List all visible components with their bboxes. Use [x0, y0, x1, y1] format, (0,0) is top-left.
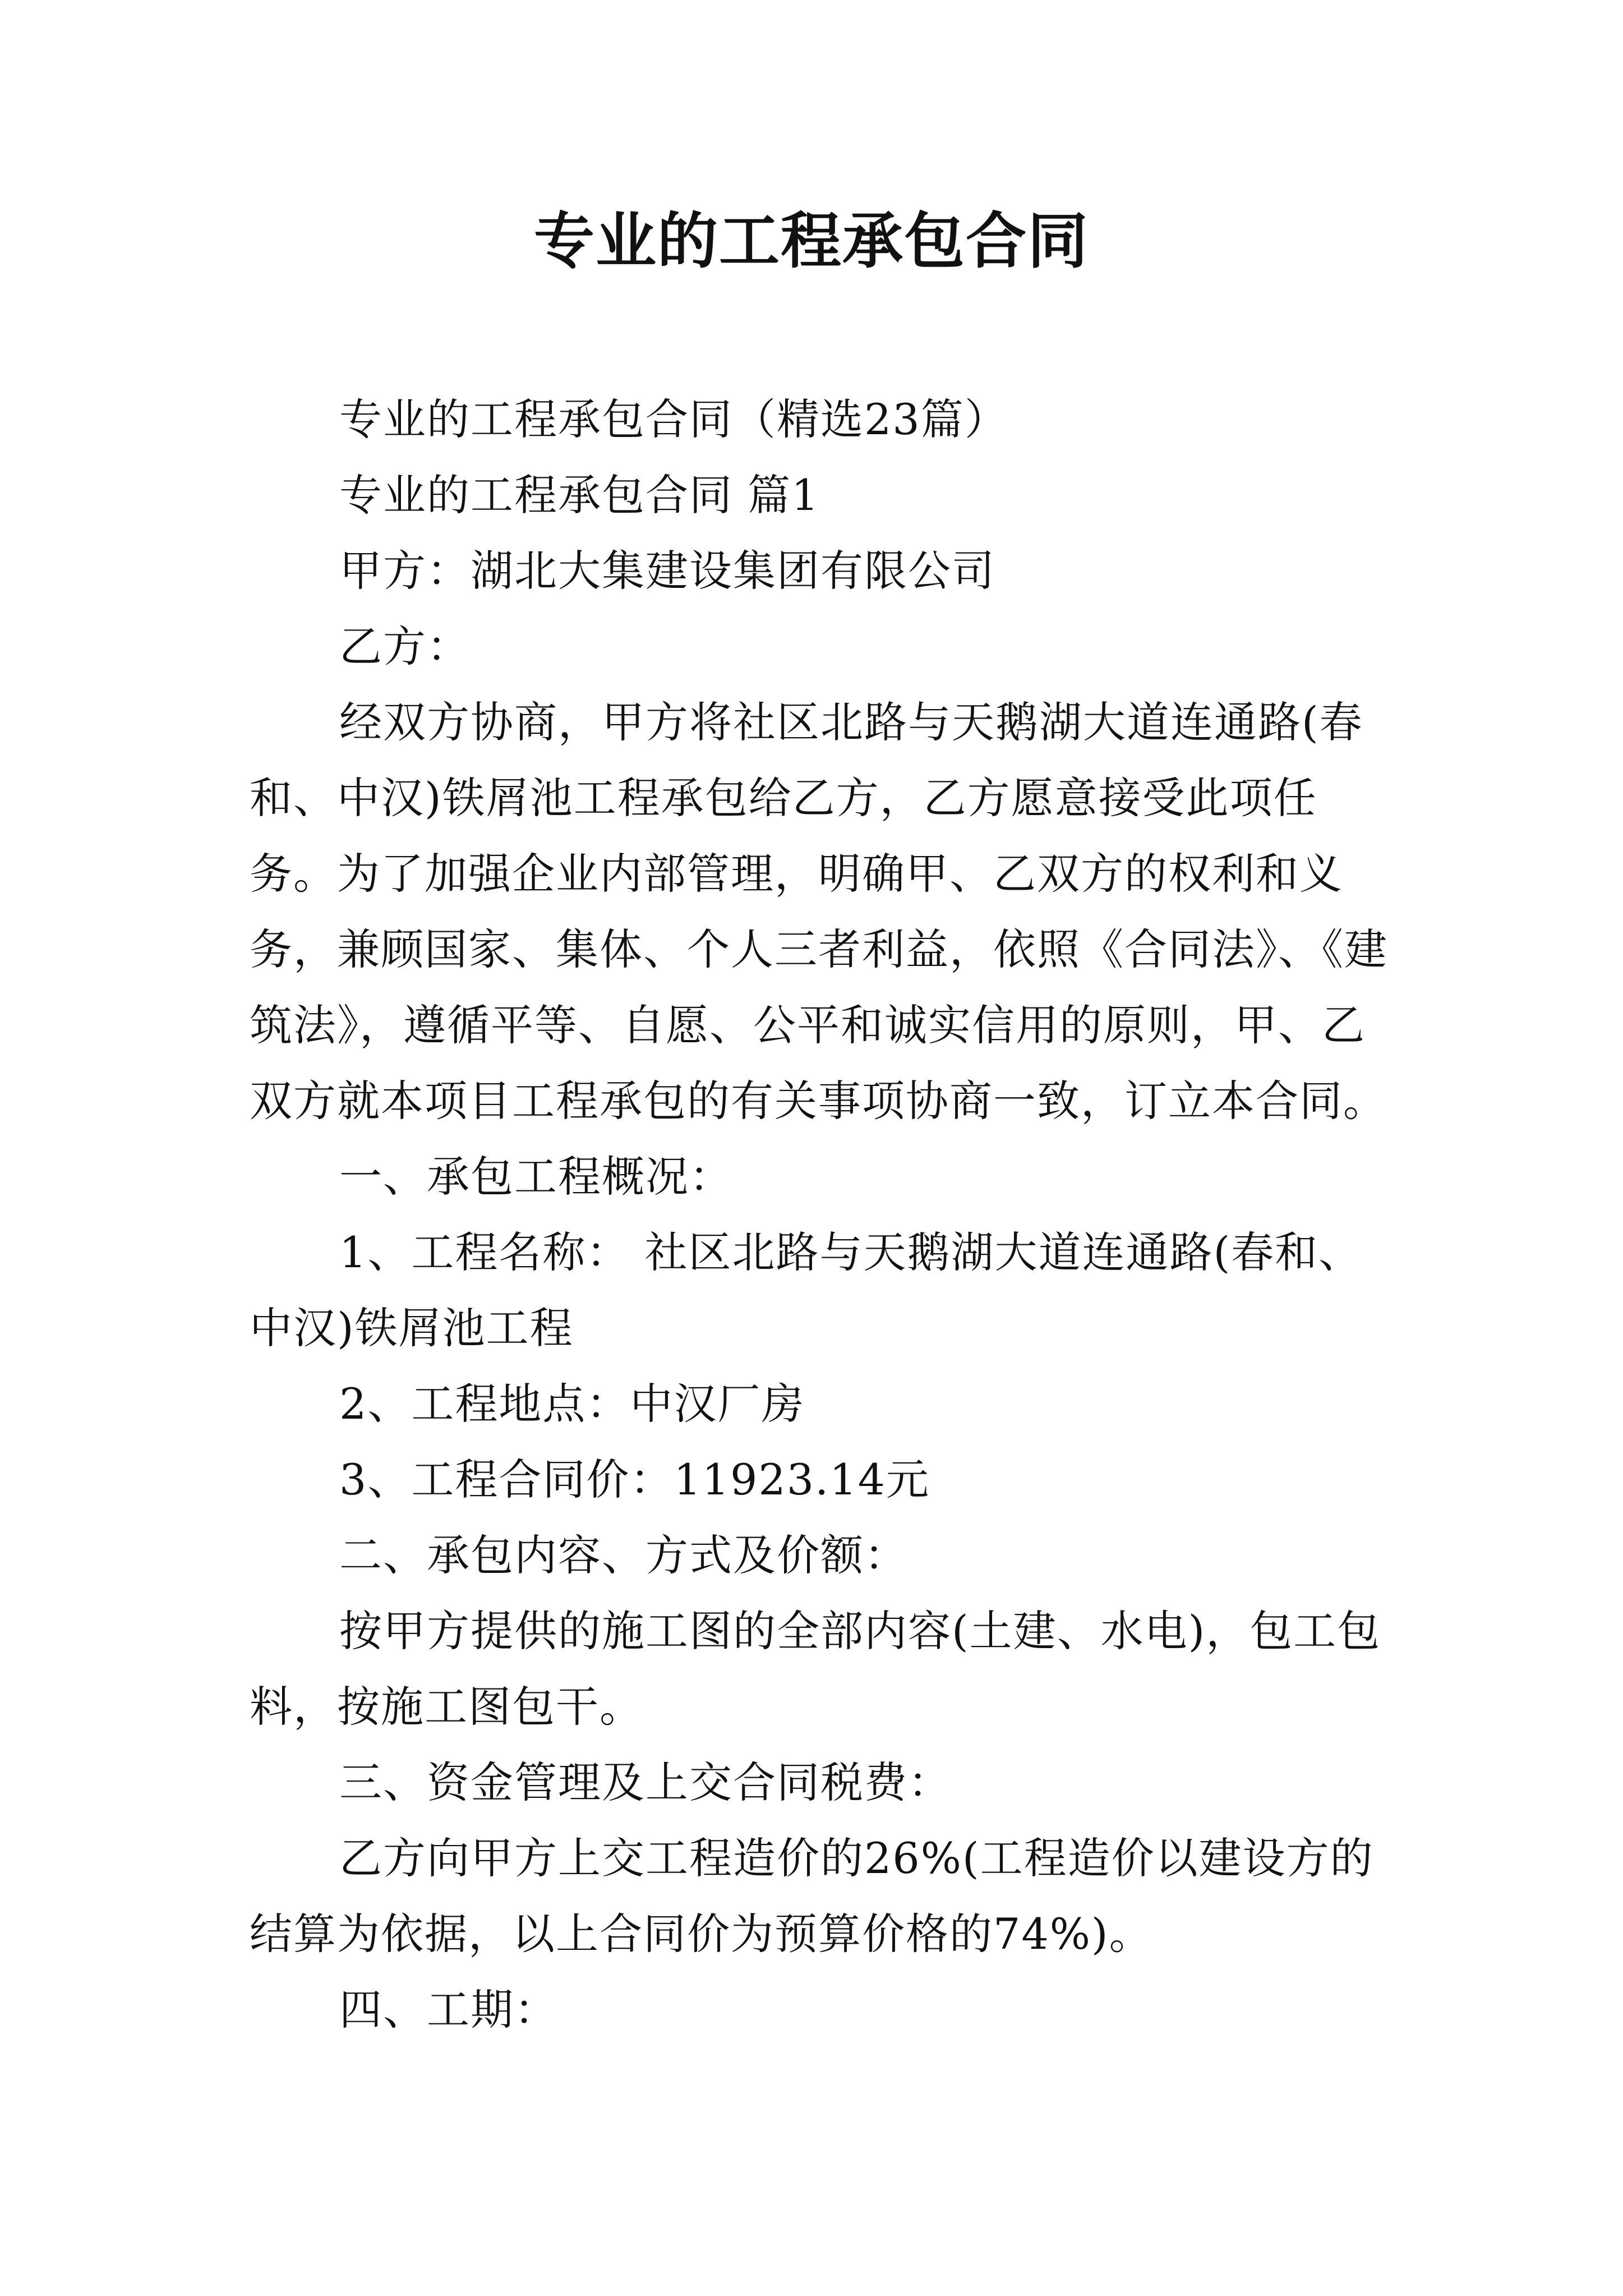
clause-item: 3、工程合同价：11923.14元: [339, 1455, 930, 1504]
clause-item: 1、工程名称： 社区北路与天鹅湖大道连通路(春和、中汉)铁屑池工程: [250, 1227, 1363, 1353]
subtitle-paragraph: 专业的工程承包合同（精选23篇）: [339, 394, 1008, 444]
document-title: 专业的工程承包合同: [533, 206, 1089, 277]
document-body: [250, 381, 1388, 2047]
party-a-line: 甲方：湖北大集建设集团有限公司: [339, 546, 995, 596]
party-b-line: 乙方：: [339, 622, 471, 671]
clause-item: 2、工程地点：中汉厂房: [339, 1379, 805, 1429]
clause-heading: 三、资金管理及上交合同税费：: [339, 1757, 952, 1807]
clause-heading: 二、承包内容、方式及价额：: [339, 1530, 908, 1580]
clause-heading: 四、工期：: [339, 1985, 558, 2035]
section-heading: 专业的工程承包合同 篇1: [339, 470, 820, 520]
clause-paragraph: 按甲方提供的施工图的全部内容(土建、水电)，包工包料，按施工图包干。: [250, 1606, 1381, 1732]
preamble-paragraph: 经双方协商，甲方将社区北路与天鹅湖大道连通路(春和、中汉)铁屑池工程承包给乙方，乙方愿意接受此项任务。为了加强企业内部管理，明确甲、乙双方的权利和义务，兼顾国家、集体、个人三者利益，依照《合同法》、《建筑法》，遵循平等、自愿、公平和诚实信用的原则，甲、乙双方就本项目工程承包的有关事项协商一致，订立本合同。: [250, 697, 1388, 1126]
clause-heading: 一、承包工程概况：: [339, 1152, 733, 1202]
clause-paragraph: 乙方向甲方上交工程造价的26%(工程造价以建设方的结算为依据，以上合同价为预算价格的74%)。: [250, 1833, 1374, 1959]
